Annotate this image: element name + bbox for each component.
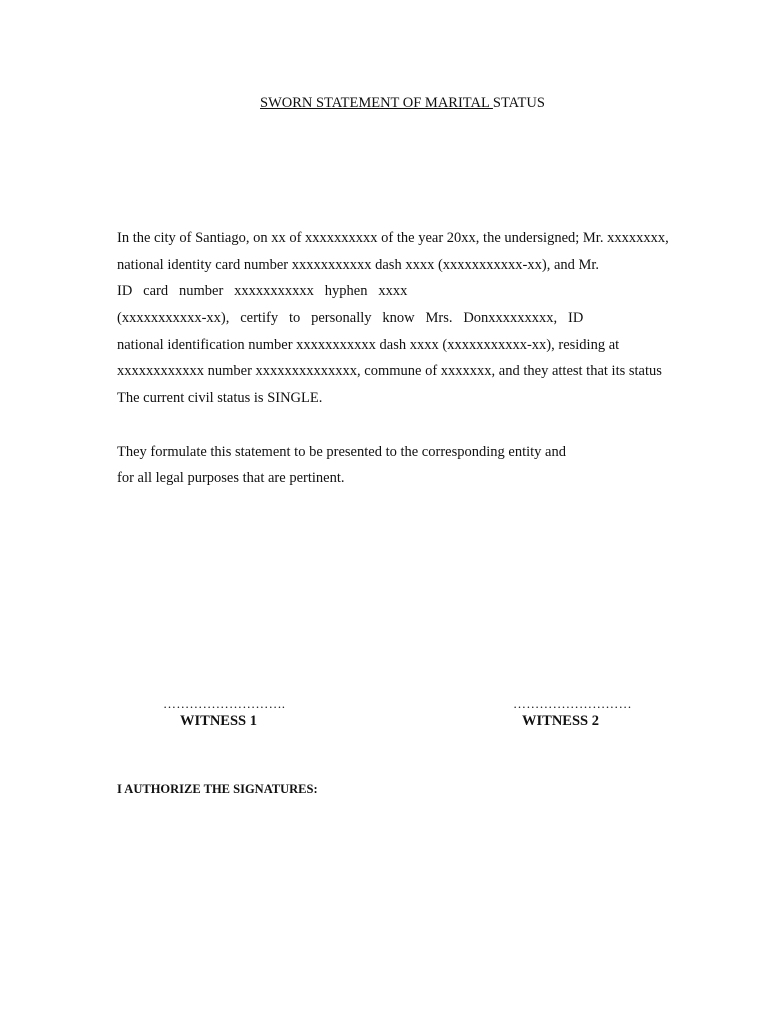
authorize-signatures-label: I AUTHORIZE THE SIGNATURES: (117, 782, 318, 796)
declaration-line: In the city of Santiago, on xx of xxxxxxxxxx of the year 20xx, the undersigned; Mr. xxxxxxxx, (117, 230, 669, 246)
witness2-signature-line: ……………………… (513, 696, 632, 711)
declaration-line: national identification number xxxxxxxxxxx dash xxxx (xxxxxxxxxxx-xx), residing at (117, 337, 620, 353)
witness1-signature-line: ………………………. (163, 696, 286, 711)
witness1-label: WITNESS 1 (180, 713, 257, 729)
declaration-line: ID card number xxxxxxxxxxx hyphen xxxx (117, 283, 408, 299)
purpose-line: for all legal purposes that are pertinent. (117, 470, 345, 486)
declaration-line: national identity card number xxxxxxxxxxx dash xxxx (xxxxxxxxxxx-xx), and Mr. (117, 257, 600, 273)
document-title (260, 95, 545, 112)
title-underlined-part: SWORN STATEMENT OF MARITAL (260, 95, 493, 111)
declaration-line: xxxxxxxxxxxx number xxxxxxxxxxxxxx, commune of xxxxxxx, and they attest that its status (117, 363, 662, 379)
declaration-line: The current civil status is SINGLE. (117, 390, 323, 406)
title-rest-part: STATUS (492, 95, 545, 111)
purpose-line: They formulate this statement to be presented to the corresponding entity and (117, 444, 566, 460)
witness2-label: WITNESS 2 (522, 713, 599, 729)
declaration-line: (xxxxxxxxxxx-xx), certify to personally know Mrs. Donxxxxxxxxx, ID (117, 310, 584, 326)
